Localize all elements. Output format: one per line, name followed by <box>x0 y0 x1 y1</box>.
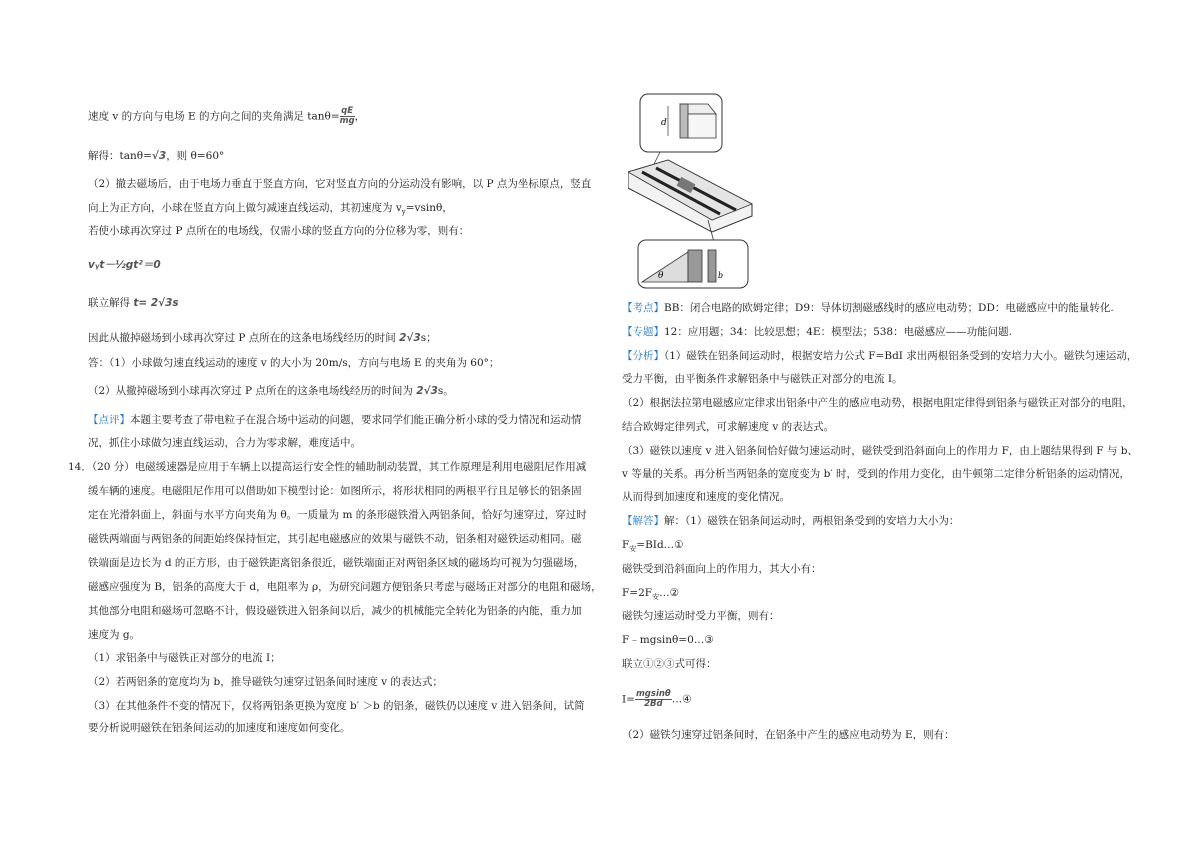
text-line: 从而得到加速度和速度的变化情况。 <box>622 491 790 503</box>
denominator: mg <box>339 116 355 126</box>
label-d: d <box>661 118 667 128</box>
text-line: 磁铁两端面与两铝条的间距始终保持恒定，其引起电磁感应的效果与磁铁不动，铝条相对磁铁运动相同。磁 <box>88 533 582 545</box>
numerator: mgsinθ <box>635 689 671 699</box>
cross-section-strip <box>688 250 702 282</box>
text: BB：闭合电路的欧姆定律；D9：导体切割磁感线时的感应电动势；DD：电磁感应中的能量转化. <box>664 302 1114 314</box>
text-line: v 等量的关系。再分析当两铝条的宽度变为 b′ 时，受到的作用力变化，由牛顿第二定律分析铝条的运动情况， <box>622 468 1131 480</box>
tag-jieda: 【解答】 <box>622 515 664 527</box>
text-line: 若使小球再次穿过 P 点所在的电场线，仅需小球的竖直方向的分位移为零，则有： <box>88 225 470 237</box>
tag-kaodian: 【考点】 <box>622 302 664 314</box>
text: …② <box>659 587 679 599</box>
magnet-end-face <box>680 104 688 138</box>
text-line: （3）磁铁以速度 v 进入铝条间恰好做匀速运动时，磁铁受到沿斜面向上的作用力 F，由上题结果得到 F 与 b、 <box>622 445 1138 457</box>
text-line: 磁铁受到沿斜面向上的作用力，其大小有： <box>622 563 822 575</box>
text-line: 况，抓住小球做匀速直线运动，合力为零求解，难度适中。 <box>88 437 361 449</box>
text-line: 速度为 g。 <box>88 629 141 641</box>
text: F=2F <box>622 587 653 599</box>
fraction-current <box>635 690 672 709</box>
text: 解得：tanθ= <box>88 150 152 162</box>
text-line <box>88 296 179 310</box>
text: =vsinθ， <box>405 202 453 214</box>
text: （2）从撤掉磁场到小球再次穿过 P 点所在的这条电场线经历的时间为 <box>88 385 417 397</box>
tag-comment: 【点评】 <box>88 414 130 426</box>
text-line <box>88 413 582 427</box>
text-line: 定在光滑斜面上，斜面与水平方向夹角为 θ。一质量为 m 的条形磁铁滑入两铝条间，恰好匀速穿过，穿过时 <box>88 509 587 521</box>
math: 2√3 <box>399 332 421 344</box>
subscript: y <box>401 208 406 217</box>
tag-fenxi: 【分析】 <box>622 350 664 362</box>
text-line: 缓车辆的速度。电磁阻尼作用可以借助如下模型讨论：如图所示，将形状相同的两根平行且足够长的铝条固 <box>88 485 582 497</box>
text-line <box>622 349 1137 363</box>
text: 解：（1）磁铁在铝条间运动时，两根铝条受到的安培力大小为： <box>664 515 960 527</box>
sub-question-1: （1）求铝条中与磁铁正对部分的电流 I； <box>88 652 281 664</box>
text-line: （2）撤去磁场后，由于电场力垂直于竖直方向，它对竖直方向的分运动没有影响，以 P 点为坐标原点，竖直 <box>88 178 592 190</box>
numerator: qE <box>341 106 354 116</box>
subscript: 安 <box>652 593 660 602</box>
equation-line <box>622 586 679 604</box>
text: F <box>622 539 630 551</box>
text: ， <box>354 110 366 123</box>
text-line <box>88 384 454 398</box>
math-t: t= 2√3s <box>133 297 179 309</box>
text-line <box>622 301 1114 315</box>
equation-line <box>622 690 692 709</box>
text-line <box>622 325 1012 339</box>
text: …④ <box>671 693 692 706</box>
text-line <box>88 331 437 345</box>
magnet-side-face <box>688 114 716 138</box>
question-14-title: 14．（20 分）电磁缓速器是应用于车辆上以提高运行安全性的辅助制动装置，其工作原理是利用电磁阻尼作用减 <box>68 461 587 473</box>
text: =BId…① <box>636 539 684 551</box>
label-theta: θ <box>658 271 664 281</box>
denominator: 2Bd <box>644 699 663 709</box>
label-b: b <box>718 271 724 280</box>
equation-line <box>622 538 684 556</box>
sub-question-3: （3）在其他条件不变的情况下，仅将两铝条更换为宽度 b′ ＞b 的铝条，磁铁仍以速度 v 进入铝条间，试简 <box>88 700 585 712</box>
text-line <box>88 107 365 126</box>
subscript: 安 <box>629 545 637 554</box>
text-line: 联立①②③式可得： <box>622 658 717 670</box>
text: ，则 θ=60° <box>166 150 225 162</box>
equation-line: F﹣mgsinθ=0…③ <box>622 634 714 646</box>
text: 因此从撤掉磁场到小球再次穿过 P 点所在的这条电场线经历的时间 <box>88 332 400 344</box>
math-sqrt3: √3 <box>151 150 167 162</box>
text-line: 其他部分电阻和磁场可忽略不计，假设磁铁进入铝条间以后，减少的机械能完全转化为铝条的内能，重力加 <box>88 605 582 617</box>
text: （1）磁铁在铝条间运动时，根据安培力公式 F=BdI 求出两根铝条受到的安培力大小。磁铁匀速运动， <box>664 350 1138 362</box>
fraction-qe-mg <box>340 107 355 126</box>
magnet-incline-figure <box>628 92 756 290</box>
text: 联立解得 <box>88 297 134 309</box>
text-line: （2）根据法拉第电磁感应定律求出铝条中产生的感应电动势，根据电阻定律得到铝条与磁铁正对部分的电阻， <box>622 397 1133 409</box>
text: 速度 v 的方向与电场 E 的方向之间的夹角满足 tanθ= <box>88 110 340 123</box>
tag-zhuanti: 【专题】 <box>622 326 664 338</box>
text: s； <box>420 332 437 344</box>
text: I= <box>622 693 635 706</box>
text-line: 要分析说明磁铁在铝条间运动的加速度和速度如何变化。 <box>88 722 351 734</box>
cross-section-strip-2 <box>708 250 716 282</box>
text-line: 结合欧姆定律列式，可求解速度 v 的表达式。 <box>622 421 835 433</box>
text: s。 <box>437 385 454 397</box>
text-line <box>88 149 224 163</box>
text-line: （2）磁铁匀速穿过铝条间时，在铝条中产生的感应电动势为 E，则有： <box>622 729 955 741</box>
sub-question-2: （2）若两铝条的宽度均为 b，推导磁铁匀速穿过铝条间时速度 v 的表达式； <box>88 676 443 688</box>
equation-vyt: vᵧt－½gt²＝0 <box>88 259 161 271</box>
text-line <box>622 514 959 528</box>
math: 2√3 <box>416 385 438 397</box>
text-line: 磁铁匀速运动时受力平衡，则有： <box>622 610 780 622</box>
text-line: 磁感应强度为 B，铝条的高度大于 d，电阻率为 ρ，为研究问题方便铝条只考虑与磁场正对部分的电阻和磁场， <box>88 581 602 593</box>
text: 向上为正方向，小球在竖直方向上做匀减速直线运动，其初速度为 v <box>88 202 402 214</box>
text-line: 答：（1）小球做匀速直线运动的速度 v 的大小为 20m/s，方向与电场 E 的夹角为 60°； <box>88 357 500 369</box>
text-line: 受力平衡，由平衡条件求解铝条中与磁铁正对部分的电流 I。 <box>622 373 903 385</box>
text-line: 铁端面是边长为 d 的正方形，由于磁铁距离铝条很近，磁铁端面正对两铝条区域的磁场均可视为匀强磁场， <box>88 557 585 569</box>
text-line <box>88 201 453 219</box>
text: 本题主要考查了带电粒子在混合场中运动的问题，要求同学们能正确分析小球的受力情况和运动情 <box>130 414 582 426</box>
text: 12：应用题；34：比较思想；4E：模型法；538：电磁感应——功能问题. <box>664 326 1012 338</box>
